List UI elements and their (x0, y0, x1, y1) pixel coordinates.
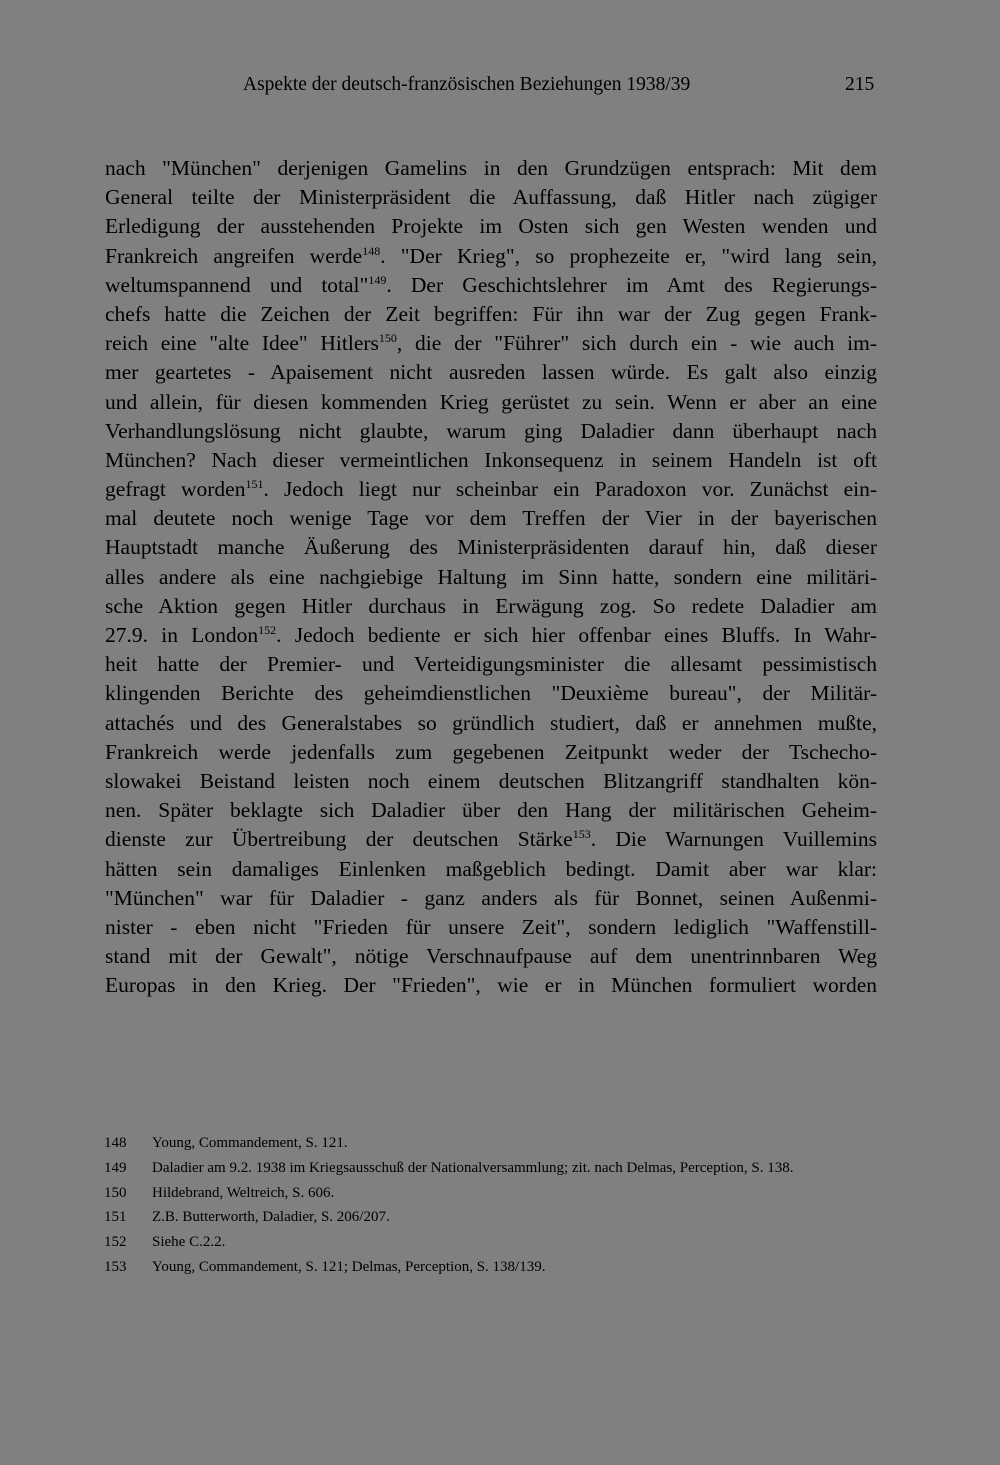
footnote-ref[interactable]: 148 (362, 243, 381, 258)
footnote-ref[interactable]: 152 (258, 623, 277, 637)
footnote-text: Young, Commandement, S. 121; Delmas, Perception, S. 138/139. (152, 1258, 546, 1275)
body-line: mer geartetes - Apaisement nicht ausreden lassen würde. Es galt also einzig (105, 360, 877, 385)
body-line: stand mit der Gewalt", nötige Verschnaufpause auf dem unentrinnbaren Weg (105, 944, 877, 969)
body-line: München? Nach dieser vermeintlichen Inkonsequenz in seinem Handeln ist oft (105, 447, 877, 472)
footnote-text: Z.B. Butterworth, Daladier, S. 206/207. (152, 1209, 390, 1226)
body-line: mal deutete noch wenige Tage vor dem Treffen der Vier in der bayerischen (105, 506, 877, 531)
footnote (104, 1156, 874, 1181)
body-line: klingenden Berichte des geheimdienstlichen "Deuxième bureau", der Militär- (105, 681, 877, 706)
footnote (104, 1205, 874, 1230)
body-line: sche Aktion gegen Hitler durchaus in Erwägung zog. So redete Daladier am (105, 593, 877, 618)
footnote-ref[interactable]: 150 (378, 331, 397, 346)
footnote (104, 1230, 874, 1255)
running-head (0, 74, 1000, 102)
body-line: gefragt worden$^{151}$. Jedoch liegt nur scheinbar ein Paradoxon vor. Zunächst ein- (105, 477, 877, 502)
footnote-number: 150 (104, 1184, 127, 1201)
body-line: nen. Später beklagte sich Daladier über den Hang der militärischen Geheim- (105, 798, 877, 823)
footnote (104, 1131, 874, 1156)
body-text (105, 154, 877, 1000)
footnote-text: Hildebrand, Weltreich, S. 606. (152, 1184, 335, 1201)
footnote-number: 149 (104, 1159, 127, 1176)
body-line: Europas in den Krieg. Der "Frieden", wie er in München formuliert worden (105, 973, 877, 998)
footnote-number: 151 (104, 1209, 127, 1226)
body-line: attachés und des Generalstabes so gründlich studiert, daß er annehmen mußte, (105, 710, 877, 735)
footnote-ref[interactable]: 151 (245, 477, 264, 492)
footnote-ref[interactable]: 149 (368, 272, 387, 287)
body-line: General teilte der Ministerpräsident die Auffassung, daß Hitler nach zügiger (105, 185, 877, 210)
body-line: alles andere als eine nachgiebige Haltung im Sinn hatte, sondern eine militäri- (105, 564, 877, 589)
footnote-number: 148 (104, 1135, 127, 1151)
body-line: nister - eben nicht "Frieden für unsere Zeit", sondern lediglich "Waffenstill- (105, 914, 877, 939)
body-line: dienste zur Übertreibung der deutschen Stärke$^{153}$. Die Warnungen Vuillemins (105, 827, 877, 852)
footnotes (104, 1131, 874, 1280)
running-title: Aspekte der deutsch-französischen Beziehungen 1938/39 (243, 74, 691, 95)
footnote (104, 1255, 874, 1280)
footnote-text: Siehe C.2.2. (152, 1234, 226, 1251)
body-line: "München" war für Daladier - ganz anders als für Bonnet, seinen Außenmi- (105, 885, 877, 910)
footnote-text: Young, Commandement, S. 121. (152, 1135, 348, 1151)
body-line: 27.9. in London$^{152}$. Jedoch bediente er sich hier offenbar eines Bluffs. In Wahr- (105, 623, 877, 647)
footnote-ref[interactable]: 153 (572, 827, 591, 842)
body-line: slowakei Beistand leisten noch einem deutschen Blitzangriff standhalten kön- (105, 768, 877, 793)
body-line: Erledigung der ausstehenden Projekte im Osten sich gen Westen wenden und (105, 214, 877, 239)
body-line: Verhandlungslösung nicht glaubte, warum ging Daladier dann überhaupt nach (105, 418, 877, 443)
body-line: weltumspannend und total"$^{149}$. Der Geschichtslehrer im Amt des Regierungs- (105, 272, 877, 297)
body-line: chefs hatte die Zeichen der Zeit begriffen: Für ihn war der Zug gegen Frank- (105, 301, 877, 326)
footnote-number: 152 (104, 1234, 127, 1251)
footnote-text: Daladier am 9.2. 1938 im Kriegsausschuß der Nationalversammlung; zit. nach Delmas, Perception, S. 138. (152, 1159, 794, 1176)
body-line: Frankreich angreifen werde$^{148}$. "Der Krieg", so prophezeite er, "wird lang sein, (105, 243, 877, 268)
body-line: und allein, für diesen kommenden Krieg gerüstet zu sein. Wenn er aber an eine (105, 389, 877, 414)
page-number: 215 (845, 74, 875, 95)
body-line: heit hatte der Premier- und Verteidigungsminister die allesamt pessimistisch (105, 652, 877, 677)
body-line: nach "München" derjenigen Gamelins in den Grundzügen entsprach: Mit dem (105, 156, 877, 180)
footnote (104, 1181, 874, 1206)
footnote-number: 153 (104, 1258, 127, 1275)
body-line: Frankreich werde jedenfalls zum gegebenen Zeitpunkt weder der Tschecho- (105, 739, 877, 764)
body-line: Hauptstadt manche Äußerung des Ministerpräsidenten darauf hin, daß dieser (105, 535, 877, 560)
body-line: reich eine "alte Idee" Hitlers$^{150}$, die der "Führer" sich durch ein - wie auch im- (105, 331, 877, 356)
body-line: hätten sein damaliges Einlenken maßgeblich bedingt. Damit aber war klar: (105, 856, 877, 881)
